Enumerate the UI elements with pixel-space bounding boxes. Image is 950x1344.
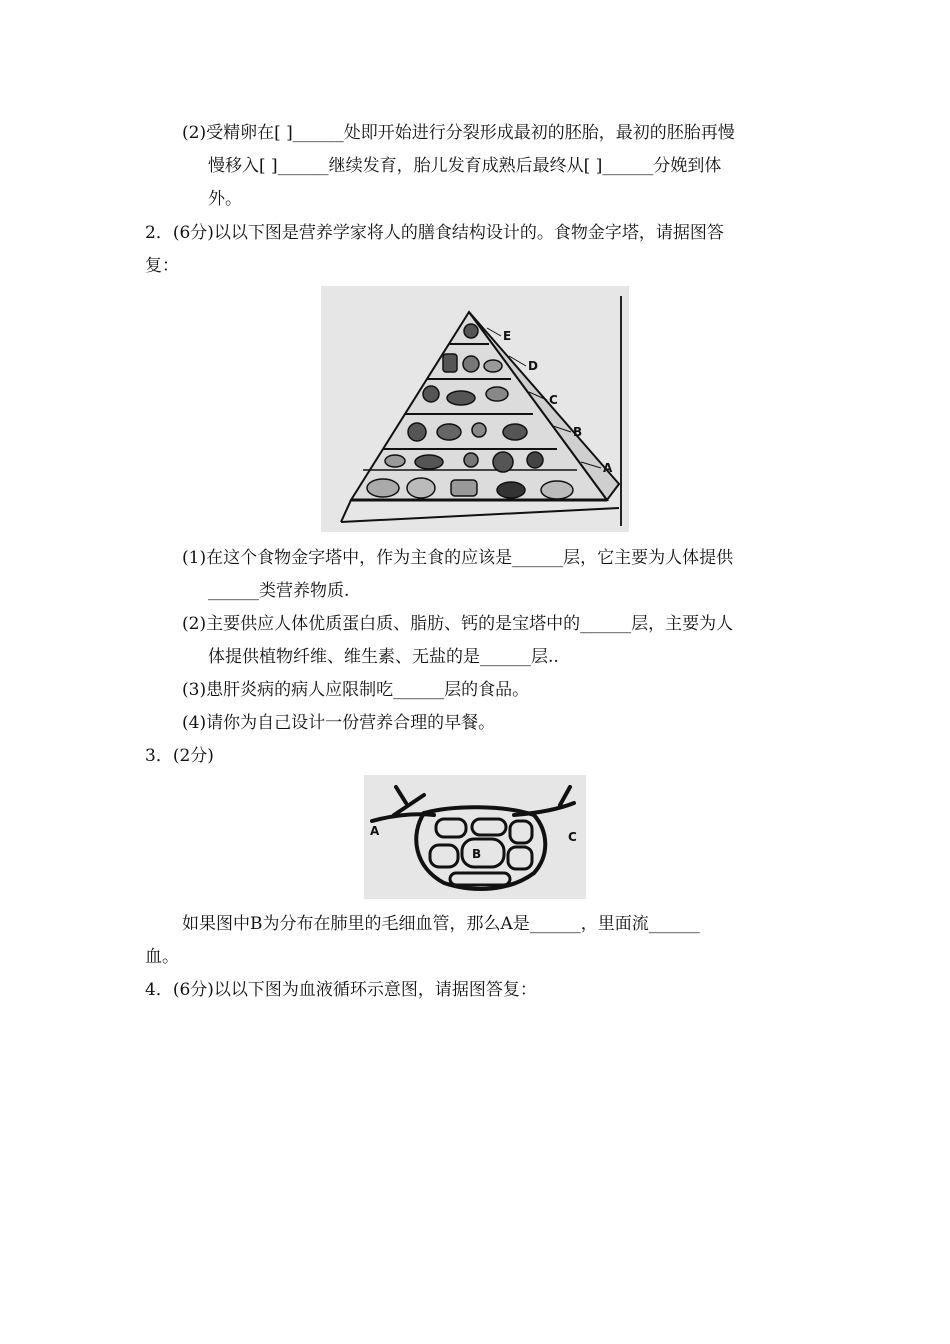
capillary-network-figure xyxy=(364,775,586,899)
q3-stem: 3．(2分) xyxy=(145,746,214,766)
q2-sub1-line1: (1)在这个食物金字塔中，作为主食的应该是______层，它主要为人体提供 xyxy=(182,548,734,568)
pyramid-label-e: E xyxy=(503,329,512,343)
food-pyramid-drawing xyxy=(321,286,629,532)
q1-part2-line3: 外。 xyxy=(208,189,242,209)
capillary-label-b: B xyxy=(472,847,482,861)
q2-stem-line1: 2．(6分)以以下图是营养学家将人的膳食结构设计的。食物金字塔，请据图答 xyxy=(145,223,724,243)
q2-sub2-line2: 体提供植物纤维、维生素、无盐的是______层.. xyxy=(208,647,559,667)
q2-stem-line2: 复： xyxy=(145,256,179,276)
q2-sub1-line2: ______类营养物质. xyxy=(208,581,350,601)
q3-text-line2: 血。 xyxy=(145,947,179,967)
capillary-network-drawing xyxy=(364,775,586,899)
food-pyramid-figure xyxy=(321,286,629,532)
q1-part2-line2: 慢移入[ ]______继续发育，胎儿发育成熟后最终从[ ]______分娩到体 xyxy=(208,156,722,176)
q1-part2-line1: (2)受精卵在[ ]______处即开始进行分裂形成最初的胚胎，最初的胚胎再慢 xyxy=(182,123,735,143)
q2-sub4: (4)请你为自己设计一份营养合理的早餐。 xyxy=(182,713,496,733)
pyramid-label-b: B xyxy=(573,425,583,439)
capillary-label-c: C xyxy=(568,830,577,844)
pyramid-label-c: C xyxy=(549,393,558,407)
q3-text-line1: 如果图中B为分布在肺里的毛细血管，那么A是______，里面流______ xyxy=(182,914,700,934)
pyramid-label-a: A xyxy=(603,461,613,475)
q2-sub2-line1: (2)主要供应人体优质蛋白质、脂肪、钙的是宝塔中的______层，主要为人 xyxy=(182,614,734,634)
capillary-label-a: A xyxy=(370,824,380,838)
q4-stem: 4．(6分)以以下图为血液循环示意图，请据图答复： xyxy=(145,980,537,1000)
pyramid-label-d: D xyxy=(528,359,538,373)
q2-sub3: (3)患肝炎病的病人应限制吃______层的食品。 xyxy=(182,680,530,700)
